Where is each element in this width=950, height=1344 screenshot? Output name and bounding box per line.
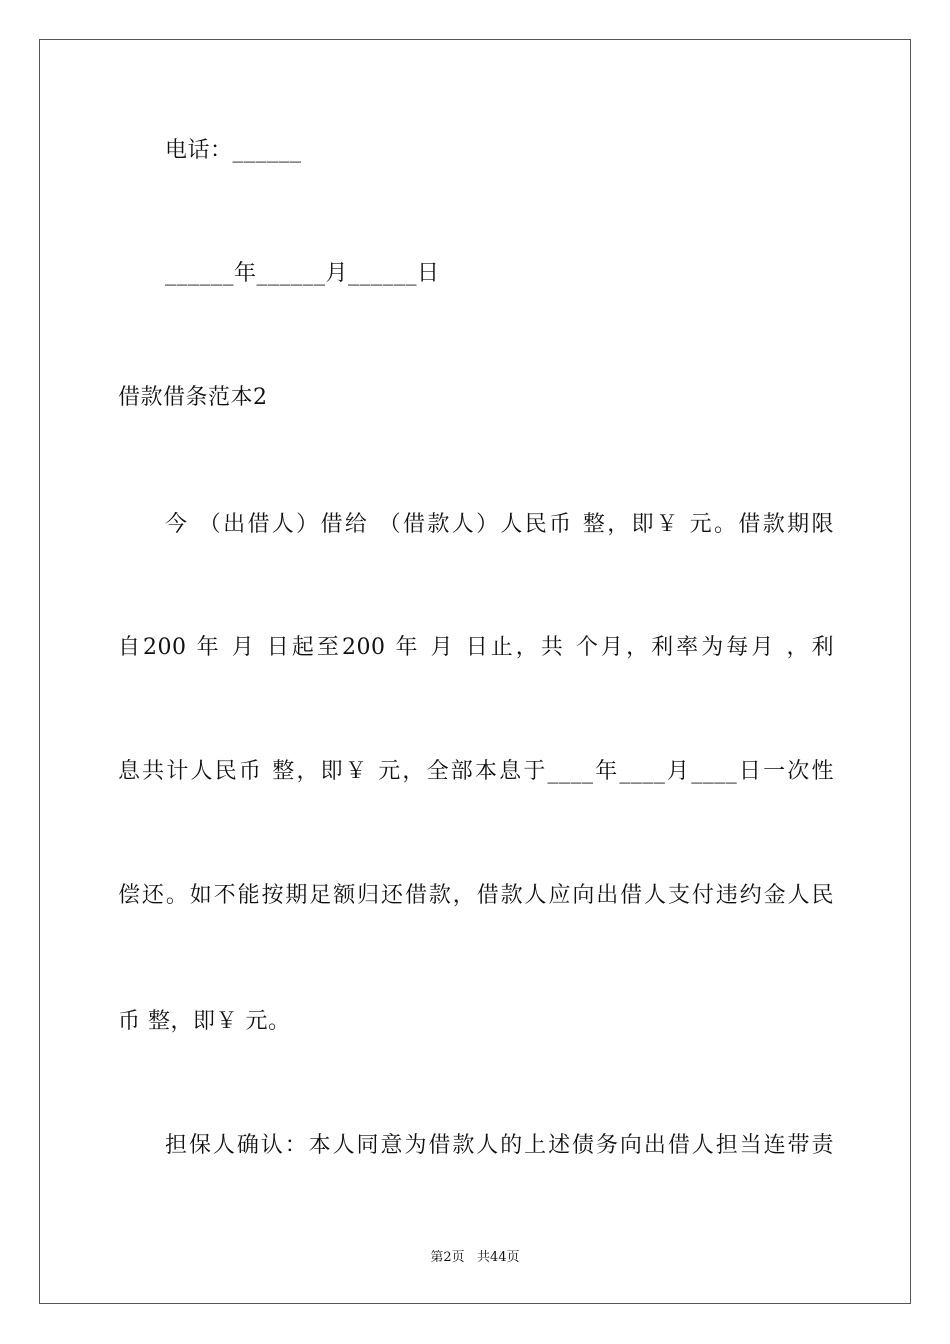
page-border (39, 39, 911, 1304)
date-line: ______年______月______日 (165, 261, 440, 286)
paragraph-line-1: 今 （出借人）借给 （借款人）人民币 整，即￥ 元。借款期限 (165, 512, 834, 537)
section-title: 借款借条范本2 (118, 385, 268, 410)
page-number-footer: 第2页 共44页 (430, 1250, 520, 1265)
paragraph-line-3: 息共计人民币 整，即￥ 元，全部本息于____年____月____日一次性 (118, 759, 834, 784)
paragraph-line-4: 偿还。如不能按期足额归还借款，借款人应向出借人支付违约金人民 (118, 883, 834, 908)
phone-line: 电话：______ (165, 138, 302, 163)
guarantor-line: 担保人确认：本人同意为借款人的上述债务向出借人担当连带责 (165, 1133, 834, 1158)
paragraph-line-5: 币 整，即￥ 元。 (118, 1009, 291, 1034)
paragraph-line-2: 自200 年 月 日起至200 年 月 日止，共 个月，利率为每月 ，利 (118, 635, 834, 660)
